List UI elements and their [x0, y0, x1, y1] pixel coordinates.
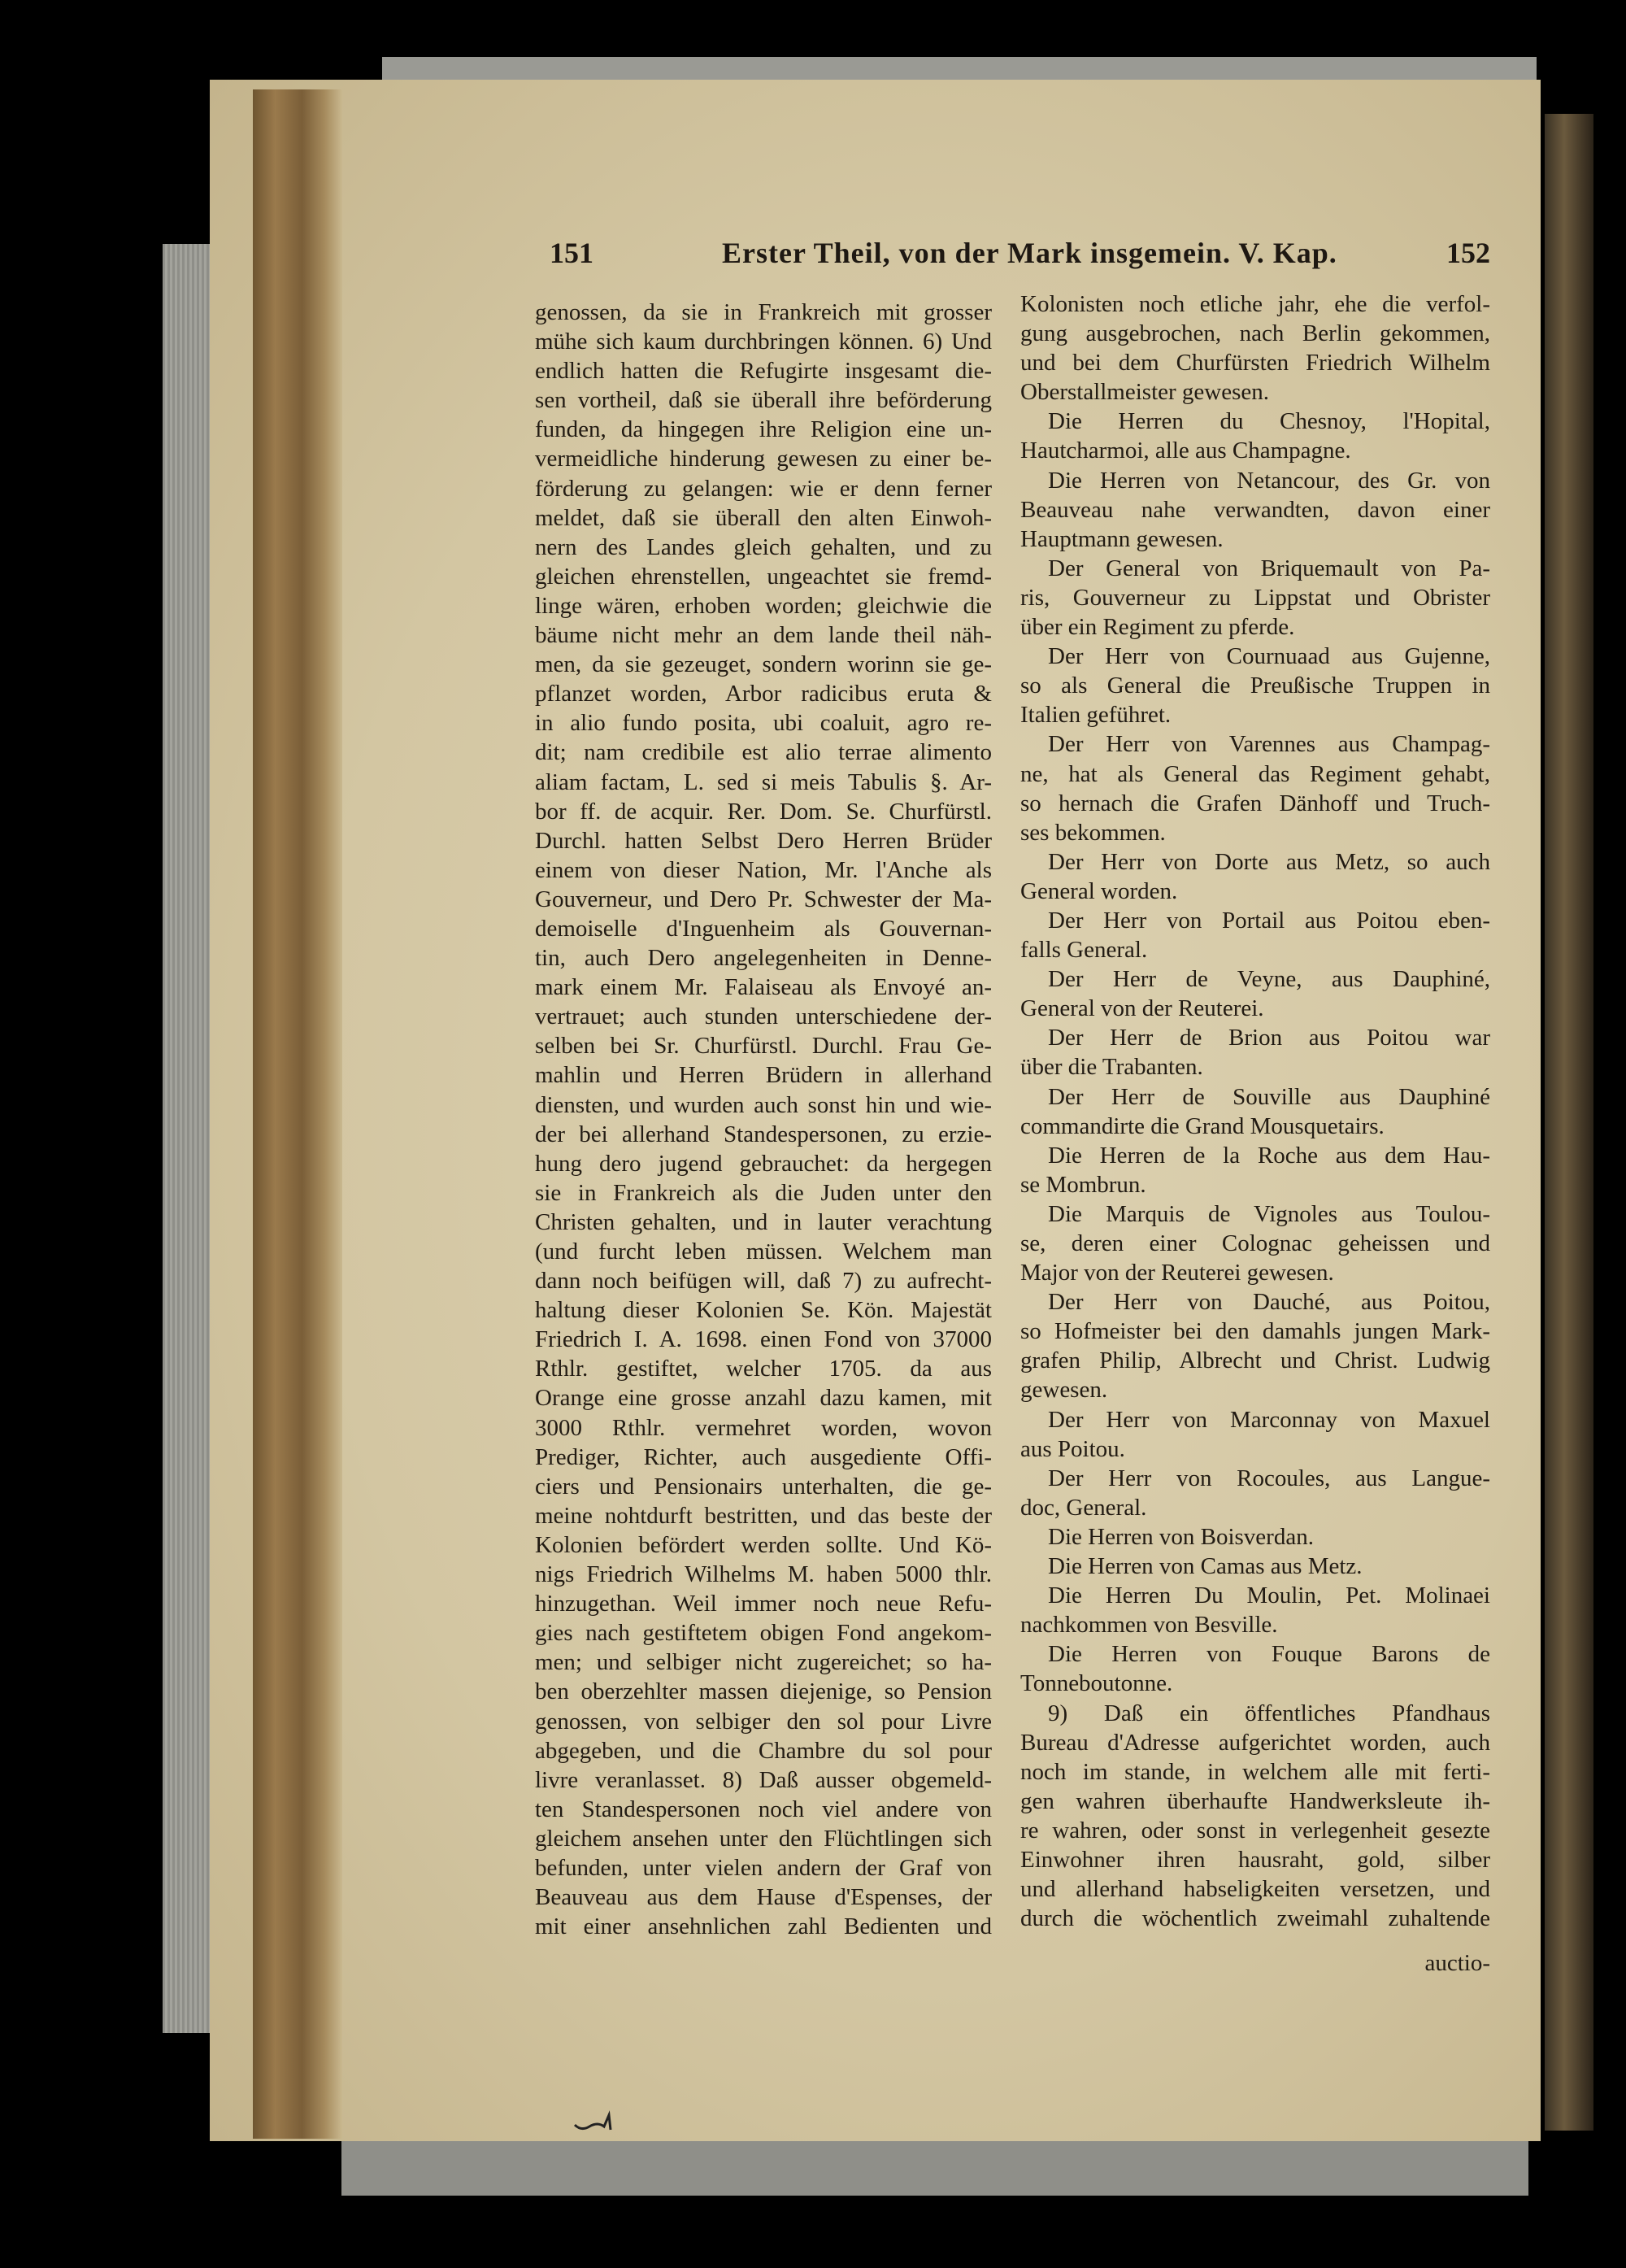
- text-line: ciers und Pensionairs unterhalten, die ge-: [535, 1473, 992, 1500]
- paragraph: [1020, 964, 1490, 1023]
- text-line: einem von dieser Nation, Mr. l'Anche als: [535, 856, 992, 883]
- text-line: aus Poitou.: [1020, 1435, 1125, 1462]
- text-line: falls General.: [1020, 937, 1148, 964]
- text-line: (und furcht leben müssen. Welchem man: [535, 1238, 992, 1265]
- text-line: ne, hat als General das Regiment gehabt,: [1020, 760, 1490, 787]
- paragraph: [1020, 289, 1490, 407]
- text-line: endlich hatten die Refugirte insgesamt die-: [535, 358, 992, 385]
- paragraph: [1020, 906, 1490, 964]
- text-line: Der Herr von Dauché, aus Poitou,: [1048, 1289, 1490, 1316]
- text-line: Der Herr de Veyne, aus Dauphiné,: [1048, 966, 1490, 993]
- text-line: Kolonien befördert werden sollte. Und Kö-: [535, 1531, 992, 1558]
- text-line: bor ff. de acquir. Rer. Dom. Se. Churfürstl.: [535, 798, 992, 825]
- page-block-edge: [253, 89, 342, 2139]
- text-line: ses bekommen.: [1020, 819, 1166, 846]
- text-line: Der Herr von Portail aus Poitou eben-: [1048, 907, 1490, 934]
- text-line: Italien geführet.: [1020, 702, 1172, 729]
- text-line: Kolonisten noch etliche jahr, ehe die verfol-: [1020, 291, 1490, 317]
- text-line: linge wären, erhoben worden; gleichwie die: [535, 592, 992, 619]
- paragraph: [1020, 1464, 1490, 1522]
- text-line: über ein Regiment zu pferde.: [1020, 614, 1295, 641]
- text-line: durch die wöchentlich zweimahl zuhaltende: [1020, 1905, 1490, 1932]
- text-line: men; und selbiger nicht zugereichet; so ha-: [535, 1649, 992, 1676]
- text-line: in alio fundo posita, ubi coaluit, agro re-: [535, 710, 992, 737]
- text-line: förderung zu gelangen: wie er denn ferner: [535, 475, 992, 502]
- text-line: General von der Reuterei.: [1020, 995, 1264, 1022]
- text-line: so als General die Preußische Truppen in: [1020, 673, 1490, 699]
- text-line: gies nach gestiftetem obigen Fond angekom-: [535, 1620, 992, 1647]
- paragraph: [1020, 1082, 1490, 1141]
- text-line: Orange eine grosse anzahl dazu kamen, mit: [535, 1385, 992, 1412]
- paragraph: [1020, 1141, 1490, 1199]
- text-line: Die Herren du Chesnoy, l'Hopital,: [1048, 408, 1490, 435]
- text-line: mit einer ansehnlichen zahl Bedienten und: [535, 1913, 992, 1940]
- text-line: Oberstallmeister gewesen.: [1020, 379, 1270, 406]
- text-line: mühe sich kaum durchbringen können. 6) Und: [535, 329, 992, 355]
- text-line: Der Herr von Cournuaad aus Gujenne,: [1048, 643, 1490, 670]
- text-line: vermeidliche hinderung gewesen zu einer be-: [535, 446, 992, 472]
- text-line: funden, da hingegen ihre Religion eine un-: [535, 416, 992, 443]
- paragraph: [1020, 729, 1490, 847]
- text-line: Der Herr von Marconnay von Maxuel: [1048, 1406, 1490, 1433]
- text-line: hinzugethan. Weil immer noch neue Refu-: [535, 1591, 992, 1617]
- paragraph: [1020, 1522, 1490, 1552]
- text-line: doc, General.: [1020, 1494, 1147, 1521]
- text-line: Die Herren de la Roche aus dem Hau-: [1048, 1142, 1490, 1169]
- text-line: Friedrich I. A. 1698. einen Fond von 37000: [535, 1326, 992, 1353]
- text-line: Die Marquis de Vignoles aus Toulou-: [1048, 1200, 1490, 1227]
- text-line: gewesen.: [1020, 1377, 1108, 1404]
- paragraph: [1020, 1639, 1490, 1698]
- text-line: se Mombrun.: [1020, 1171, 1146, 1198]
- page-number-left: 151: [550, 237, 593, 269]
- right-text-column: [1020, 289, 1490, 1933]
- text-line: mark einem Mr. Falaiseau als Envoyé an-: [535, 974, 992, 1001]
- text-line: ten Standespersonen noch viel andere von: [535, 1796, 992, 1822]
- paragraph: [1020, 642, 1490, 729]
- text-line: General worden.: [1020, 877, 1178, 904]
- text-line: meine nohtdurft bestritten, und das beste der: [535, 1502, 992, 1529]
- text-line: ris, Gouverneur zu Lippstat und Obrister: [1020, 584, 1490, 611]
- text-line: vertrauet; auch stunden unterschiedene der-: [535, 1003, 992, 1030]
- text-line: dit; nam credibile est alio terrae alimento: [535, 739, 992, 766]
- text-line: noch im stande, in welchem alle mit ferti-: [1020, 1758, 1490, 1785]
- text-line: 9) Daß ein öffentliches Pfandhaus: [1048, 1700, 1490, 1726]
- text-line: selben bei Sr. Churfürstl. Durchl. Frau Ge-: [535, 1033, 992, 1060]
- text-line: Der General von Briquemault von Pa-: [1048, 555, 1490, 581]
- text-line: meldet, daß sie überall den alten Einwoh-: [535, 504, 992, 531]
- paragraph: [1020, 407, 1490, 465]
- text-line: dann noch beifügen will, daß 7) zu aufrecht-: [535, 1268, 992, 1295]
- text-line: Der Herr de Souville aus Dauphiné: [1048, 1083, 1490, 1110]
- text-line: livre veranlasset. 8) Daß ausser obgemeld-: [535, 1766, 992, 1793]
- text-line: sie in Frankreich als die Juden unter den: [535, 1179, 992, 1206]
- text-line: Major von der Reuterei gewesen.: [1020, 1260, 1334, 1286]
- paragraph: [1020, 1287, 1490, 1404]
- text-line: tin, auch Dero angelegenheiten in Denne-: [535, 945, 992, 972]
- text-line: Die Herren Du Moulin, Pet. Molinaei: [1048, 1582, 1490, 1609]
- text-line: gleichem ansehen unter den Flüchtlingen sich: [535, 1825, 992, 1852]
- paragraph: [1020, 1699, 1490, 1934]
- paragraph: [1020, 1552, 1490, 1581]
- text-line: mahlin und Herren Brüdern in allerhand: [535, 1062, 992, 1089]
- text-line: und bei dem Churfürsten Friedrich Wilhelm: [1020, 350, 1490, 377]
- paragraph: [1020, 1405, 1490, 1464]
- text-line: Rthlr. gestiftet, welcher 1705. da aus: [535, 1356, 992, 1382]
- text-line: so hernach die Grafen Dänhoff und Truch-: [1020, 790, 1490, 816]
- left-text-column: [535, 298, 992, 1941]
- text-line: Gouverneur, und Dero Pr. Schwester der Ma-: [535, 886, 992, 912]
- text-line: bäume nicht mehr an dem lande theil näh-: [535, 622, 992, 649]
- text-line: Die Herren von Camas aus Metz.: [1048, 1553, 1363, 1580]
- text-line: sen vortheil, daß sie überall ihre beförderung: [535, 387, 992, 414]
- text-line: haltung dieser Kolonien Se. Kön. Majestät: [535, 1297, 992, 1324]
- text-line: Die Herren von Fouque Barons de: [1048, 1641, 1490, 1668]
- text-line: ben oberzehlter massen diejenige, so Pension: [535, 1678, 992, 1705]
- paragraph: [1020, 466, 1490, 554]
- text-line: genossen, da sie in Frankreich mit grosser: [535, 299, 992, 325]
- paragraph: [1020, 1581, 1490, 1639]
- text-line: Der Herr von Rocoules, aus Langue-: [1048, 1465, 1490, 1491]
- chapter-title: Erster Theil, von der Mark insgemein. V. Kap.: [722, 237, 1337, 269]
- text-line: Hautcharmoi, alle aus Champagne.: [1020, 437, 1351, 464]
- text-line: so Hofmeister bei den damahls jungen Mark-: [1020, 1318, 1490, 1345]
- text-line: abgegeben, und die Chambre du sol pour: [535, 1737, 992, 1764]
- text-line: Der Herr de Brion aus Poitou war: [1048, 1025, 1490, 1051]
- text-line: und allerhand habseligkeiten versetzen, und: [1020, 1876, 1490, 1903]
- text-line: aliam factam, L. sed si meis Tabulis §. Ar-: [535, 768, 992, 795]
- paragraph: [1020, 554, 1490, 642]
- text-line: Der Herr von Varennes aus Champag-: [1048, 731, 1490, 758]
- text-line: Die Herren von Boisverdan.: [1048, 1523, 1314, 1550]
- text-line: commandirte die Grand Mousquetairs.: [1020, 1112, 1385, 1139]
- text-line: Christen gehalten, und in lauter verachtung: [535, 1208, 992, 1235]
- text-line: nachkommen von Besville.: [1020, 1612, 1278, 1639]
- text-line: Beauveau aus dem Hause d'Espenses, der: [535, 1884, 992, 1911]
- page-number-right: 152: [1446, 237, 1490, 269]
- text-line: re wahren, oder sonst in verlegenheit gesezte: [1020, 1817, 1490, 1844]
- text-line: hung dero jugend gebrauchet: da hergegen: [535, 1150, 992, 1177]
- text-line: diensten, und wurden auch sonst hin und wie-: [535, 1091, 992, 1118]
- ink-mark: [573, 2110, 622, 2135]
- book-cover-cloth-bottom: [341, 2139, 1528, 2196]
- text-line: Durchl. hatten Selbst Dero Herren Brüder: [535, 827, 992, 854]
- text-line: der bei allerhand Standespersonen, zu erzie-: [535, 1121, 992, 1147]
- text-line: Tonneboutonne.: [1020, 1670, 1173, 1697]
- facing-page-edge: [1545, 114, 1593, 2131]
- text-line: über die Trabanten.: [1020, 1054, 1203, 1081]
- text-line: Einwohner ihren hausraht, gold, silber: [1020, 1846, 1490, 1873]
- text-line: grafen Philip, Albrecht und Christ. Ludwig: [1020, 1347, 1490, 1374]
- text-line: pflanzet worden, Arbor radicibus eruta &: [535, 681, 992, 707]
- text-line: Der Herr von Dorte aus Metz, so auch: [1048, 848, 1490, 875]
- text-line: gleichen ehrenstellen, ungeachtet sie fremd-: [535, 563, 992, 590]
- text-line: befunden, unter vielen andern der Graf von: [535, 1854, 992, 1881]
- running-head: [535, 236, 1490, 276]
- text-line: 3000 Rthlr. vermehret worden, wovon: [535, 1414, 992, 1441]
- paragraph: [1020, 1023, 1490, 1082]
- text-line: Die Herren von Netancour, des Gr. von: [1048, 467, 1490, 494]
- text-line: nern des Landes gleich gehalten, und zu: [535, 533, 992, 560]
- text-line: demoiselle d'Inguenheim als Gouvernan-: [535, 915, 992, 942]
- text-line: nigs Friedrich Wilhelms M. haben 5000 thlr.: [535, 1561, 992, 1588]
- text-line: men, da sie gezeuget, sondern worinn sie ge-: [535, 651, 992, 678]
- text-line: Prediger, Richter, auch ausgediente Offi-: [535, 1443, 992, 1470]
- text-line: Bureau d'Adresse aufgerichtet worden, auch: [1020, 1729, 1490, 1756]
- text-line: Beauveau nahe verwandten, davon einer: [1020, 496, 1490, 523]
- text-line: gung ausgebrochen, nach Berlin gekommen,: [1020, 320, 1490, 347]
- text-line: gen wahren überhaufte Handwerksleute ih-: [1020, 1787, 1490, 1814]
- text-line: genossen, von selbiger den sol pour Livre: [535, 1708, 992, 1735]
- paragraph: [1020, 1199, 1490, 1287]
- text-line: se, deren einer Colognac geheissen und: [1020, 1230, 1490, 1256]
- catchword: auctio-: [1424, 1950, 1490, 1976]
- paragraph: [1020, 847, 1490, 906]
- text-line: Hauptmann gewesen.: [1020, 525, 1224, 552]
